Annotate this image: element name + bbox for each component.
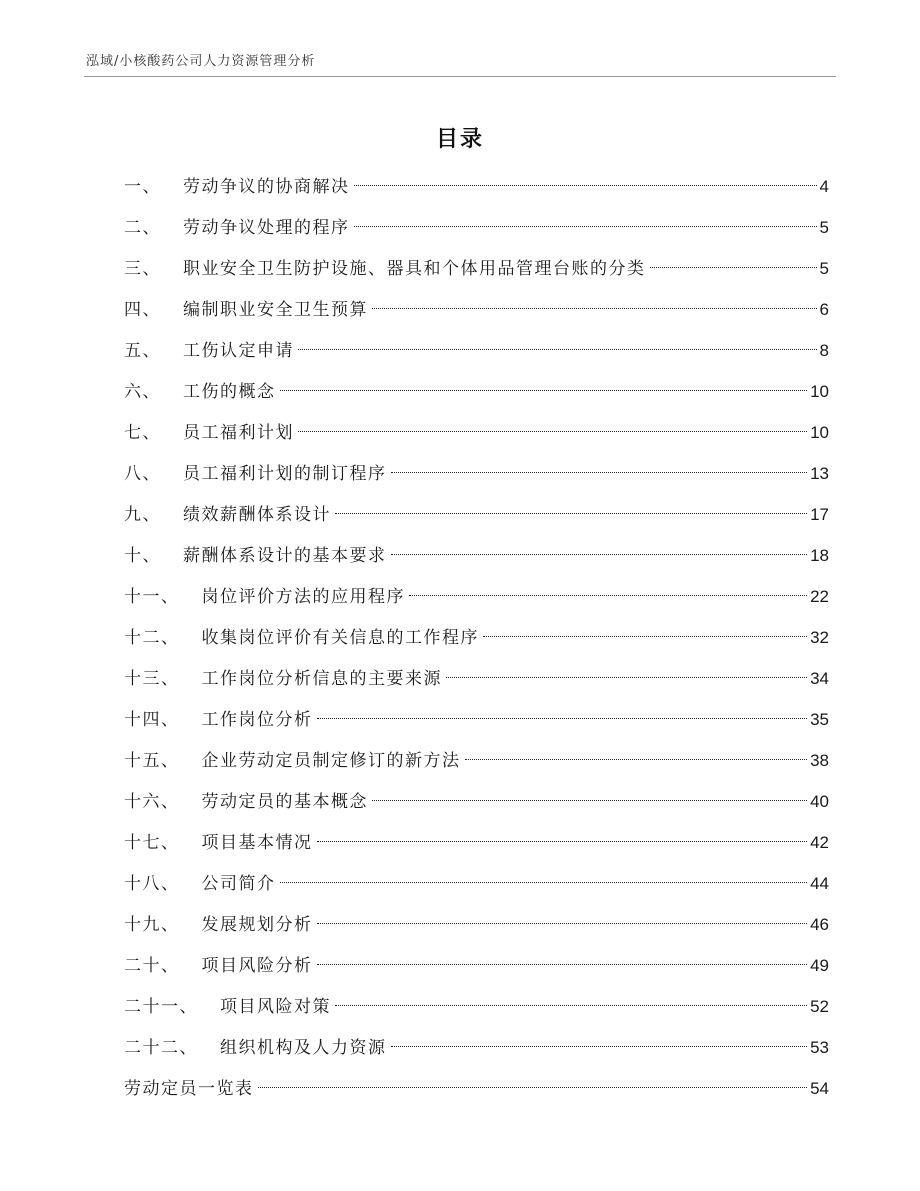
- toc-entry-title: 工作岗位分析信息的主要来源: [201, 669, 442, 689]
- toc-entry-number: 二十二、: [124, 1038, 198, 1058]
- page-header: 泓域/小核酸药公司人力资源管理分析: [86, 54, 316, 69]
- toc-dot-leader: [298, 431, 807, 432]
- toc-entry-title: 发展规划分析: [201, 915, 313, 935]
- toc-entry-title: 工作岗位分析: [201, 710, 313, 730]
- toc-dot-leader: [650, 267, 817, 268]
- toc-entry[interactable]: [124, 704, 829, 745]
- toc-entry-number: 四、: [124, 300, 161, 320]
- toc-entry-number: 十一、: [124, 587, 180, 607]
- toc-entry[interactable]: [124, 786, 829, 827]
- toc-entry[interactable]: [124, 581, 829, 622]
- toc-entry[interactable]: [124, 294, 829, 335]
- toc-entry[interactable]: [124, 909, 829, 950]
- toc-dot-leader: [465, 759, 808, 760]
- toc-entry-page: 49: [810, 956, 829, 975]
- toc-dot-leader: [372, 800, 807, 801]
- toc-entry-number: 十二、: [124, 628, 180, 648]
- toc-entry-title: 劳动定员一览表: [124, 1079, 254, 1099]
- toc-entry-title: 项目风险分析: [201, 956, 313, 976]
- toc-entry-number: 二十、: [124, 956, 180, 976]
- toc-entry-page: 18: [810, 546, 829, 565]
- toc-entry-number: 十、: [124, 546, 161, 566]
- toc-entry-number: 三、: [124, 259, 161, 279]
- toc-entry-title: 企业劳动定员制定修订的新方法: [201, 751, 461, 771]
- toc-entry-title: 员工福利计划的制订程序: [183, 464, 387, 484]
- toc-entry-page: 10: [810, 423, 829, 442]
- toc-entry[interactable]: [124, 171, 829, 212]
- toc-entry-page: 17: [810, 505, 829, 524]
- toc-entry[interactable]: [124, 1073, 829, 1114]
- toc-entry[interactable]: [124, 499, 829, 540]
- toc-dot-leader: [280, 882, 808, 883]
- toc-entry-number: 二、: [124, 218, 161, 238]
- toc-dot-leader: [372, 308, 817, 309]
- toc-entry-number: 十七、: [124, 833, 180, 853]
- toc-entry-page: 53: [810, 1038, 829, 1057]
- toc-dot-leader: [446, 677, 807, 678]
- toc-list: [124, 171, 829, 1114]
- toc-entry-number: 八、: [124, 464, 161, 484]
- toc-entry-page: 8: [819, 341, 829, 360]
- toc-entry-title: 职业安全卫生防护设施、器具和个体用品管理台账的分类: [183, 259, 646, 279]
- toc-dot-leader: [317, 964, 808, 965]
- toc-entry-page: 46: [810, 915, 829, 934]
- toc-entry-number: 一、: [124, 177, 161, 197]
- toc-entry-title: 岗位评价方法的应用程序: [201, 587, 405, 607]
- toc-entry-number: 十八、: [124, 874, 180, 894]
- toc-entry-title: 绩效薪酬体系设计: [183, 505, 331, 525]
- toc-entry-page: 4: [819, 177, 829, 196]
- toc-entry-title: 劳动争议处理的程序: [183, 218, 350, 238]
- toc-entry-title: 劳动争议的协商解决: [183, 177, 350, 197]
- toc-entry[interactable]: [124, 622, 829, 663]
- toc-entry[interactable]: [124, 540, 829, 581]
- toc-entry-title: 员工福利计划: [183, 423, 294, 443]
- toc-entry[interactable]: [124, 212, 829, 253]
- toc-dot-leader: [354, 226, 817, 227]
- toc-entry-page: 44: [810, 874, 829, 893]
- toc-entry-page: 52: [810, 997, 829, 1016]
- toc-entry-page: 5: [819, 259, 829, 278]
- toc-dot-leader: [335, 513, 807, 514]
- toc-entry[interactable]: [124, 376, 829, 417]
- toc-entry-title: 公司简介: [201, 874, 276, 894]
- toc-dot-leader: [280, 390, 808, 391]
- toc-entry[interactable]: [124, 253, 829, 294]
- toc-entry-title: 组织机构及人力资源: [220, 1038, 387, 1058]
- toc-entry-page: 40: [810, 792, 829, 811]
- toc-entry[interactable]: [124, 663, 829, 704]
- toc-entry-number: 十三、: [124, 669, 180, 689]
- toc-entry-title: 薪酬体系设计的基本要求: [183, 546, 387, 566]
- toc-entry-number: 六、: [124, 382, 161, 402]
- toc-entry-page: 32: [810, 628, 829, 647]
- toc-entry[interactable]: [124, 991, 829, 1032]
- toc-entry-page: 34: [810, 669, 829, 688]
- header-divider: [84, 76, 836, 77]
- toc-entry-page: 35: [810, 710, 829, 729]
- toc-entry-number: 十六、: [124, 792, 180, 812]
- toc-dot-leader: [298, 349, 817, 350]
- toc-entry-number: 十四、: [124, 710, 180, 730]
- toc-dot-leader: [483, 636, 807, 637]
- toc-entry-page: 54: [810, 1079, 829, 1098]
- toc-entry[interactable]: [124, 417, 829, 458]
- toc-dot-leader: [391, 472, 808, 473]
- toc-dot-leader: [317, 841, 808, 842]
- toc-dot-leader: [317, 718, 808, 719]
- toc-dot-leader: [354, 185, 817, 186]
- toc-dot-leader: [391, 1046, 808, 1047]
- toc-entry[interactable]: [124, 950, 829, 991]
- toc-entry-number: 五、: [124, 341, 161, 361]
- toc-entry-title: 编制职业安全卫生预算: [183, 300, 368, 320]
- toc-entry[interactable]: [124, 1032, 829, 1073]
- toc-entry-number: 十九、: [124, 915, 180, 935]
- toc-entry-number: 九、: [124, 505, 161, 525]
- toc-entry-title: 工伤的概念: [183, 382, 276, 402]
- toc-entry[interactable]: [124, 335, 829, 376]
- toc-entry-page: 22: [810, 587, 829, 606]
- toc-dot-leader: [409, 595, 807, 596]
- toc-entry-page: 38: [810, 751, 829, 770]
- toc-entry-page: 10: [810, 382, 829, 401]
- toc-entry-title: 劳动定员的基本概念: [201, 792, 368, 812]
- toc-entry-page: 5: [819, 218, 829, 237]
- toc-entry-number: 二十一、: [124, 997, 198, 1017]
- toc-entry-title: 项目基本情况: [201, 833, 313, 853]
- toc-entry-title: 工伤认定申请: [183, 341, 294, 361]
- toc-entry-number: 七、: [124, 423, 161, 443]
- toc-entry[interactable]: [124, 827, 829, 868]
- toc-entry-page: 13: [810, 464, 829, 483]
- toc-entry-title: 项目风险对策: [220, 997, 331, 1017]
- toc-entry[interactable]: [124, 745, 829, 786]
- toc-entry[interactable]: [124, 868, 829, 909]
- toc-entry[interactable]: [124, 458, 829, 499]
- toc-title: 目录: [435, 127, 484, 152]
- toc-dot-leader: [258, 1087, 808, 1088]
- toc-entry-page: 6: [819, 300, 829, 319]
- toc-dot-leader: [335, 1005, 807, 1006]
- toc-entry-page: 42: [810, 833, 829, 852]
- toc-entry-title: 收集岗位评价有关信息的工作程序: [201, 628, 479, 648]
- toc-dot-leader: [391, 554, 808, 555]
- toc-dot-leader: [317, 923, 808, 924]
- toc-entry-number: 十五、: [124, 751, 180, 771]
